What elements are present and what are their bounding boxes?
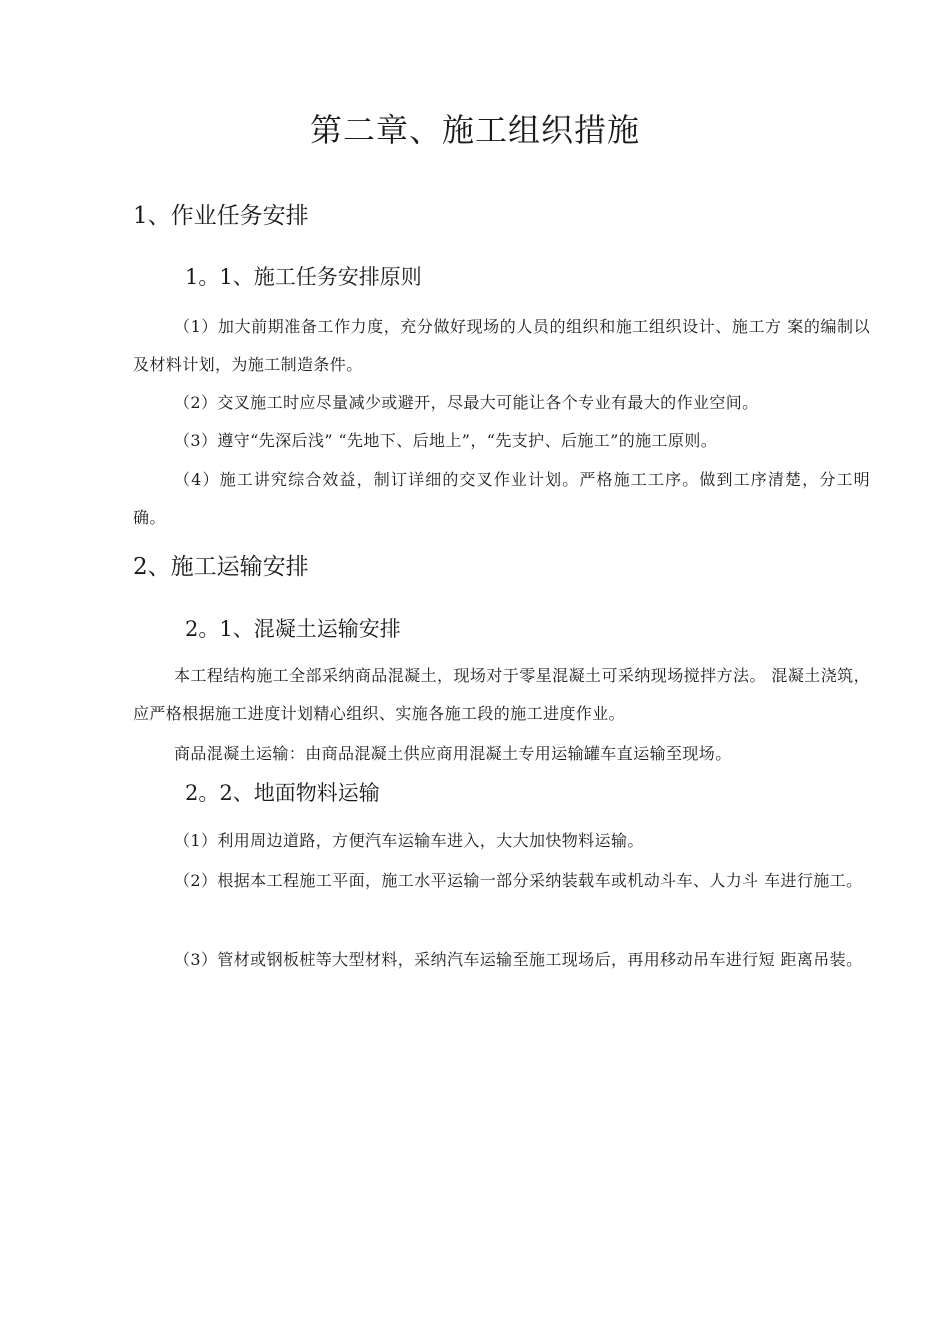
paragraph-1-1-3: （3）遵守“先深后浅” “先地下、后地上”，“先支护、后施工”的施工原则。 <box>174 431 718 450</box>
section-1-heading: 1、作业任务安排 <box>133 203 309 229</box>
section-2-2-heading: 2。2、地面物料运输 <box>185 781 380 805</box>
paragraph-1-1-2: （2）交叉施工时应尽量减少或避开，尽最大可能让各个专业有最大的作业空间。 <box>174 393 759 412</box>
paragraph-2-1-1: 本工程结构施工全部采纳商品混凝土，现场对于零星混凝土可采纳现场搅拌方法。 混凝土浇筑，应严格根据施工进度计划精心组织、实施各施工段的施工进度作业。 <box>133 666 870 723</box>
paragraph-1-1-1: （1）加大前期准备工作力度，充分做好现场的人员的组织和施工组织设计、施工方 案的编制以及材料计划，为施工制造条件。 <box>133 317 870 374</box>
paragraph-2-2-1: （1）利用周边道路，方便汽车运输车进入，大大加快物料运输。 <box>174 831 644 850</box>
section-1-1-heading: 1。1、施工任务安排原则 <box>185 265 422 289</box>
chapter-title: 第二章、施工组织措施 <box>309 111 640 149</box>
paragraph-2-2-3: （3）管材或钢板桩等大型材料，采纳汽车运输至施工现场后，再用移动吊车进行短 距离吊装。 <box>174 950 863 969</box>
paragraph-1-1-4: （4）施工讲究综合效益，制订详细的交叉作业计划。严格施工工序。做到工序清楚，分工明确。 <box>133 470 870 527</box>
paragraph-2-2-2: （2）根据本工程施工平面，施工水平运输一部分采纳装载车或机动斗车、人力斗 车进行施工。 <box>174 871 863 890</box>
section-2-heading: 2、施工运输安排 <box>133 554 309 580</box>
paragraph-2-1-2: 商品混凝土运输：由商品混凝土供应商用混凝土专用运输罐车直运输至现场。 <box>174 744 732 763</box>
section-2-1-heading: 2。1、混凝土运输安排 <box>185 617 401 641</box>
